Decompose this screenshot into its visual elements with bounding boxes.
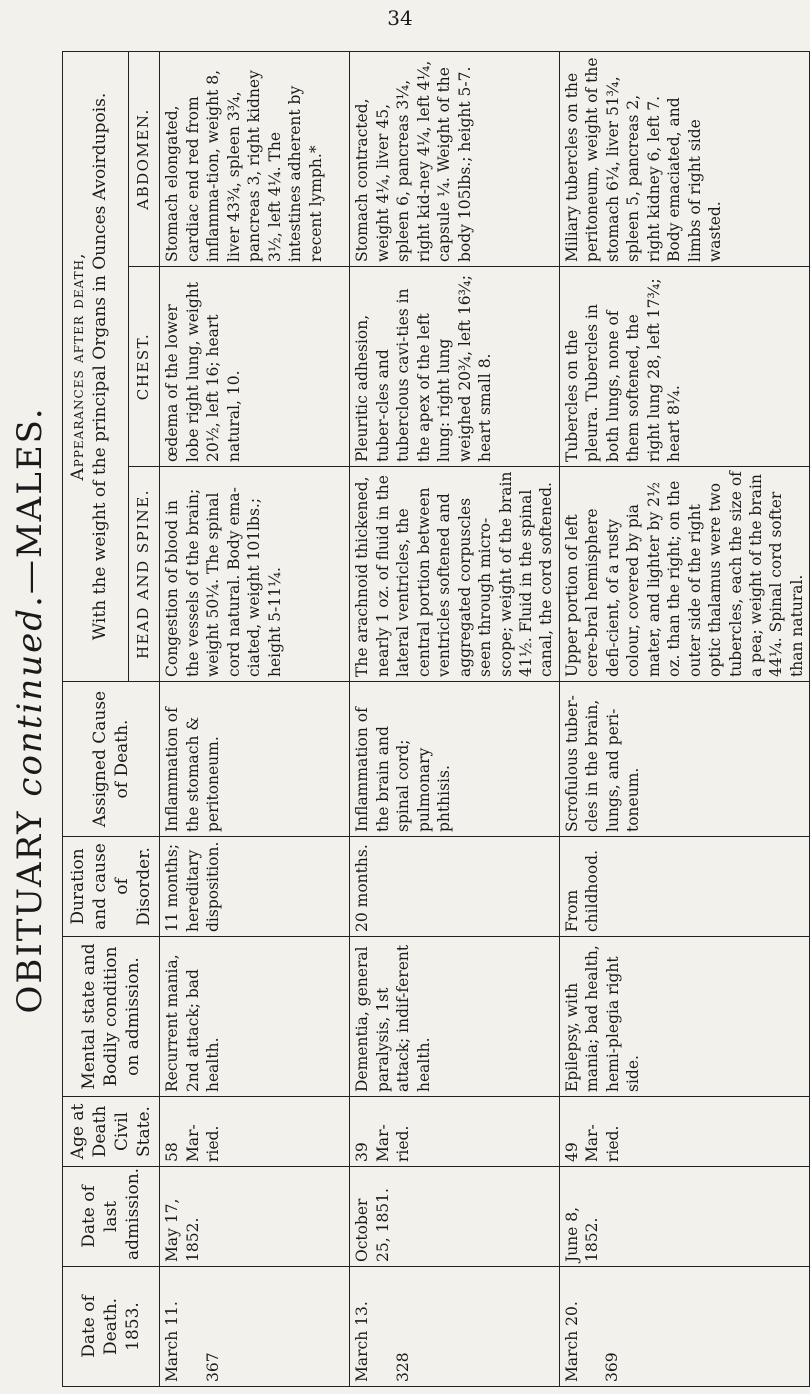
case-number: 328 bbox=[393, 1352, 412, 1382]
head-spine-cell: The arachnoid thickened, nearly 1 oz. of fluid in the lateral ventricles, the central portion between ventricles softened and aggregated corpuscles seen through micro-scope; weight of the brain 41½. Fluid in the spinal canal, the cord softened. bbox=[350, 467, 560, 682]
header-abdomen: ABDOMEN. bbox=[129, 51, 160, 266]
mental-state-cell: Dementia, general paralysis, 1st attack; indif-ferent health. bbox=[350, 937, 560, 1097]
title-italic: continued bbox=[10, 606, 50, 797]
date-death: March 20. bbox=[562, 1301, 581, 1382]
appearances-line1: Appearances after death, bbox=[68, 252, 88, 481]
age-cell: 49 Mar-ried. bbox=[559, 1097, 809, 1167]
age-cell: 39 Mar-ried. bbox=[350, 1097, 560, 1167]
header-duration: Duration and cause of Disorder. bbox=[63, 837, 160, 937]
case-number: 369 bbox=[603, 1352, 622, 1382]
mental-state-cell: Epilepsy, with mania; bad health, hemi-plegia right side. bbox=[559, 937, 809, 1097]
title-rest: .—MALES. bbox=[10, 406, 50, 607]
table-row bbox=[350, 51, 560, 1386]
duration-cell: 20 months. bbox=[350, 837, 560, 937]
duration-cell: 11 months; hereditary disposition. bbox=[160, 837, 350, 937]
date-admission-cell: May 17, 1852. bbox=[160, 1167, 350, 1267]
date-death: March 11. bbox=[163, 1301, 182, 1382]
header-date-admission: Date of last admission. bbox=[63, 1167, 160, 1267]
age-cell: 58 Mar-ried. bbox=[160, 1097, 350, 1167]
table-row bbox=[160, 51, 350, 1386]
date-death-cell bbox=[350, 1267, 560, 1387]
header-assigned-cause: Assigned Cause of Death. bbox=[63, 682, 160, 837]
abdomen-cell: Stomach contracted, weight 4¼, liver 45, spleen 6, pancreas 3¼, right kid-ney 4¼, left 4¼, capsule ¼. Weight of the body 105lbs.; height 5-7. bbox=[350, 51, 560, 266]
header-age: Age at Death Civil State. bbox=[63, 1097, 160, 1167]
date-death-cell bbox=[559, 1267, 809, 1387]
appearances-line2: With the weight of the principal Organs in Ounces Avoirdupois. bbox=[90, 92, 111, 641]
date-admission-cell: June 8, 1852. bbox=[559, 1167, 809, 1267]
header-mental-state: Mental state and Bodily condition on admission. bbox=[63, 937, 160, 1097]
abdomen-cell: Stomach elongated, cardiac end red from inflamma-tion, weight 8, liver 43¾, spleen 3¾, pancreas 3, right kidney 3½, left 4¼. The intestines adherent by recent lymph.* bbox=[160, 51, 350, 266]
title-main: OBITUARY bbox=[10, 809, 50, 1014]
side-title bbox=[10, 60, 50, 1360]
date-death: March 13. bbox=[353, 1301, 372, 1382]
head-spine-cell: Congestion of blood in the vessels of the brain; weight 50¼. The spinal cord natural. Body ema-ciated, weight 101lbs.; height 5-11¼. bbox=[160, 467, 350, 682]
chest-cell: Pleuritic adhesion, tuber-cles and tuberclous cavi-ties in the apex of the left lung: right lung weighed 20¾, left 16¾; heart small 8. bbox=[350, 267, 560, 467]
chest-cell: Tubercles on the pleura. Tubercles in both lungs, none of them softened, the right lung 28, left 17¾; heart 8¼. bbox=[559, 267, 809, 467]
cause-cell: Scrofulous tuber-cles in the brain, lungs, and peri-toneum. bbox=[559, 682, 809, 837]
abdomen-cell: Miliary tubercles on the peritoneum, weight of the stomach 6¼, liver 51¾, spleen 5, pancreas 2, right kidney 6, left 7. Body emaciated, and limbs of right side wasted. bbox=[559, 51, 809, 266]
header-appearances bbox=[63, 51, 129, 681]
date-admission-cell: October 25, 1851. bbox=[350, 1167, 560, 1267]
page-number: 34 bbox=[387, 6, 413, 30]
date-death-cell bbox=[160, 1267, 350, 1387]
cause-cell: Inflammation of the stomach & peritoneum. bbox=[160, 682, 350, 837]
header-date-death: Date of Death. 1853. bbox=[63, 1267, 160, 1387]
header-head-spine: HEAD AND SPINE. bbox=[129, 467, 160, 682]
cause-cell: Inflammation of the brain and spinal cord; pulmonary phthisis. bbox=[350, 682, 560, 837]
header-chest: CHEST. bbox=[129, 267, 160, 467]
table-row bbox=[559, 51, 809, 1386]
duration-cell: From childhood. bbox=[559, 837, 809, 937]
obituary-table bbox=[62, 51, 810, 1387]
head-spine-cell: Upper portion of left cere-bral hemisphere defi-cient, of a rusty colour, covered by pia mater, and lighter by 2½ oz. than the right; on the outer side of the right optic thalamus were two tubercles, each the size of a pea; weight of the brain 44¼. Spinal cord softer than natural. bbox=[559, 467, 809, 682]
obituary-table-region bbox=[62, 52, 806, 1387]
mental-state-cell: Recurrent mania, 2nd attack; bad health. bbox=[160, 937, 350, 1097]
chest-cell: œdema of the lower lobe right lung, weight 20½, left 16; heart natural, 10. bbox=[160, 267, 350, 467]
case-number: 367 bbox=[203, 1352, 222, 1382]
